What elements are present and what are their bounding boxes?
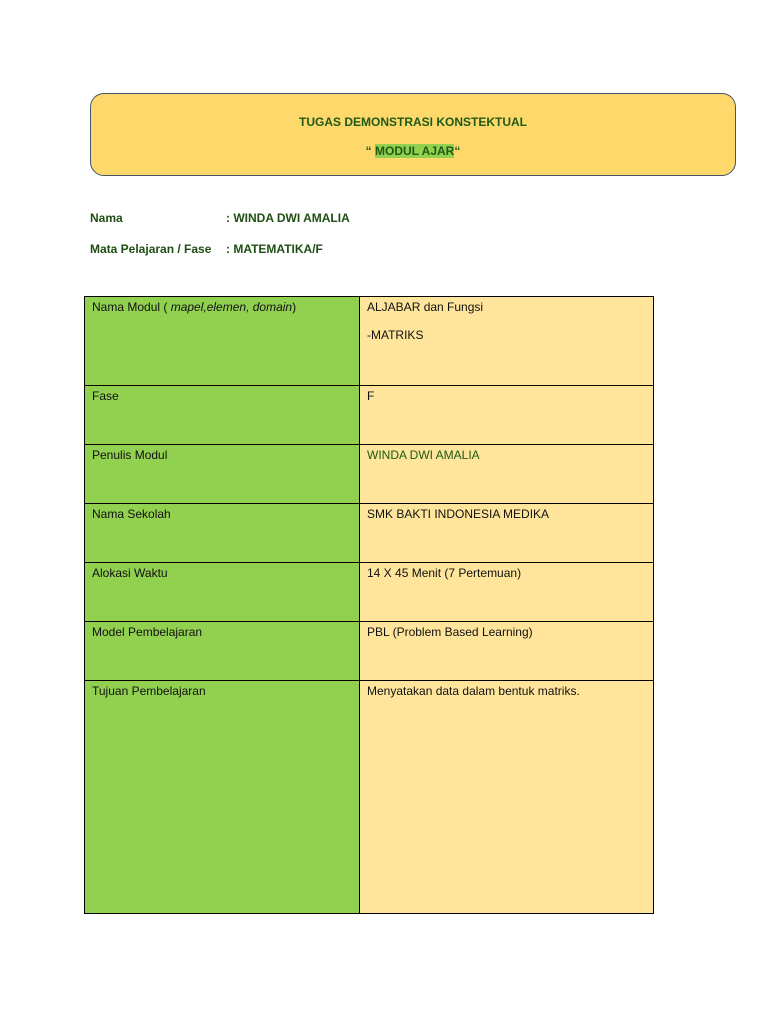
document-subtitle	[91, 144, 735, 158]
row-label-fase: Fase	[85, 386, 360, 445]
label-prefix: Nama Modul (	[92, 300, 171, 314]
row-label-nama-modul	[85, 297, 360, 386]
info-nama	[90, 211, 350, 225]
nama-value: : WINDA DWI AMALIA	[226, 211, 350, 225]
label-italic: mapel,elemen, domain	[170, 300, 293, 314]
module-table	[84, 296, 654, 914]
row-value-fase: F	[360, 386, 654, 445]
row-label-penulis: Penulis Modul	[85, 445, 360, 504]
row-value-model: PBL (Problem Based Learning)	[360, 622, 654, 681]
row-label-alokasi: Alokasi Waktu	[85, 563, 360, 622]
table-row	[85, 386, 654, 445]
row-value-penulis: WINDA DWI AMALIA	[360, 445, 654, 504]
table-row	[85, 504, 654, 563]
row-value-nama-modul	[360, 297, 654, 386]
mapel-value: : MATEMATIKA/F	[226, 242, 323, 256]
row-value-alokasi: 14 X 45 Menit (7 Pertemuan)	[360, 563, 654, 622]
document-title: TUGAS DEMONSTRASI KONSTEKTUAL	[299, 115, 527, 129]
subtitle-highlight: MODUL AJAR	[375, 144, 455, 158]
info-mapel	[90, 242, 323, 256]
row-label-tujuan: Tujuan Pembelajaran	[85, 681, 360, 914]
row-value-sekolah: SMK BAKTI INDONESIA MEDIKA	[360, 504, 654, 563]
row-label-model: Model Pembelajaran	[85, 622, 360, 681]
title-box	[90, 93, 736, 176]
label-suffix: )	[292, 300, 297, 314]
quote-open: “	[365, 144, 375, 158]
row-label-sekolah: Nama Sekolah	[85, 504, 360, 563]
table-row	[85, 297, 654, 386]
table-row	[85, 563, 654, 622]
quote-close: “	[454, 144, 461, 158]
mapel-label: Mata Pelajaran / Fase	[90, 242, 212, 256]
table-row	[85, 622, 654, 681]
value-line1: ALJABAR dan Fungsi	[367, 300, 484, 314]
nama-label: Nama	[90, 211, 123, 225]
value-line2: -MATRIKS	[367, 328, 424, 342]
table-row	[85, 445, 654, 504]
row-value-tujuan: Menyatakan data dalam bentuk matriks.	[360, 681, 654, 914]
table-row	[85, 681, 654, 914]
